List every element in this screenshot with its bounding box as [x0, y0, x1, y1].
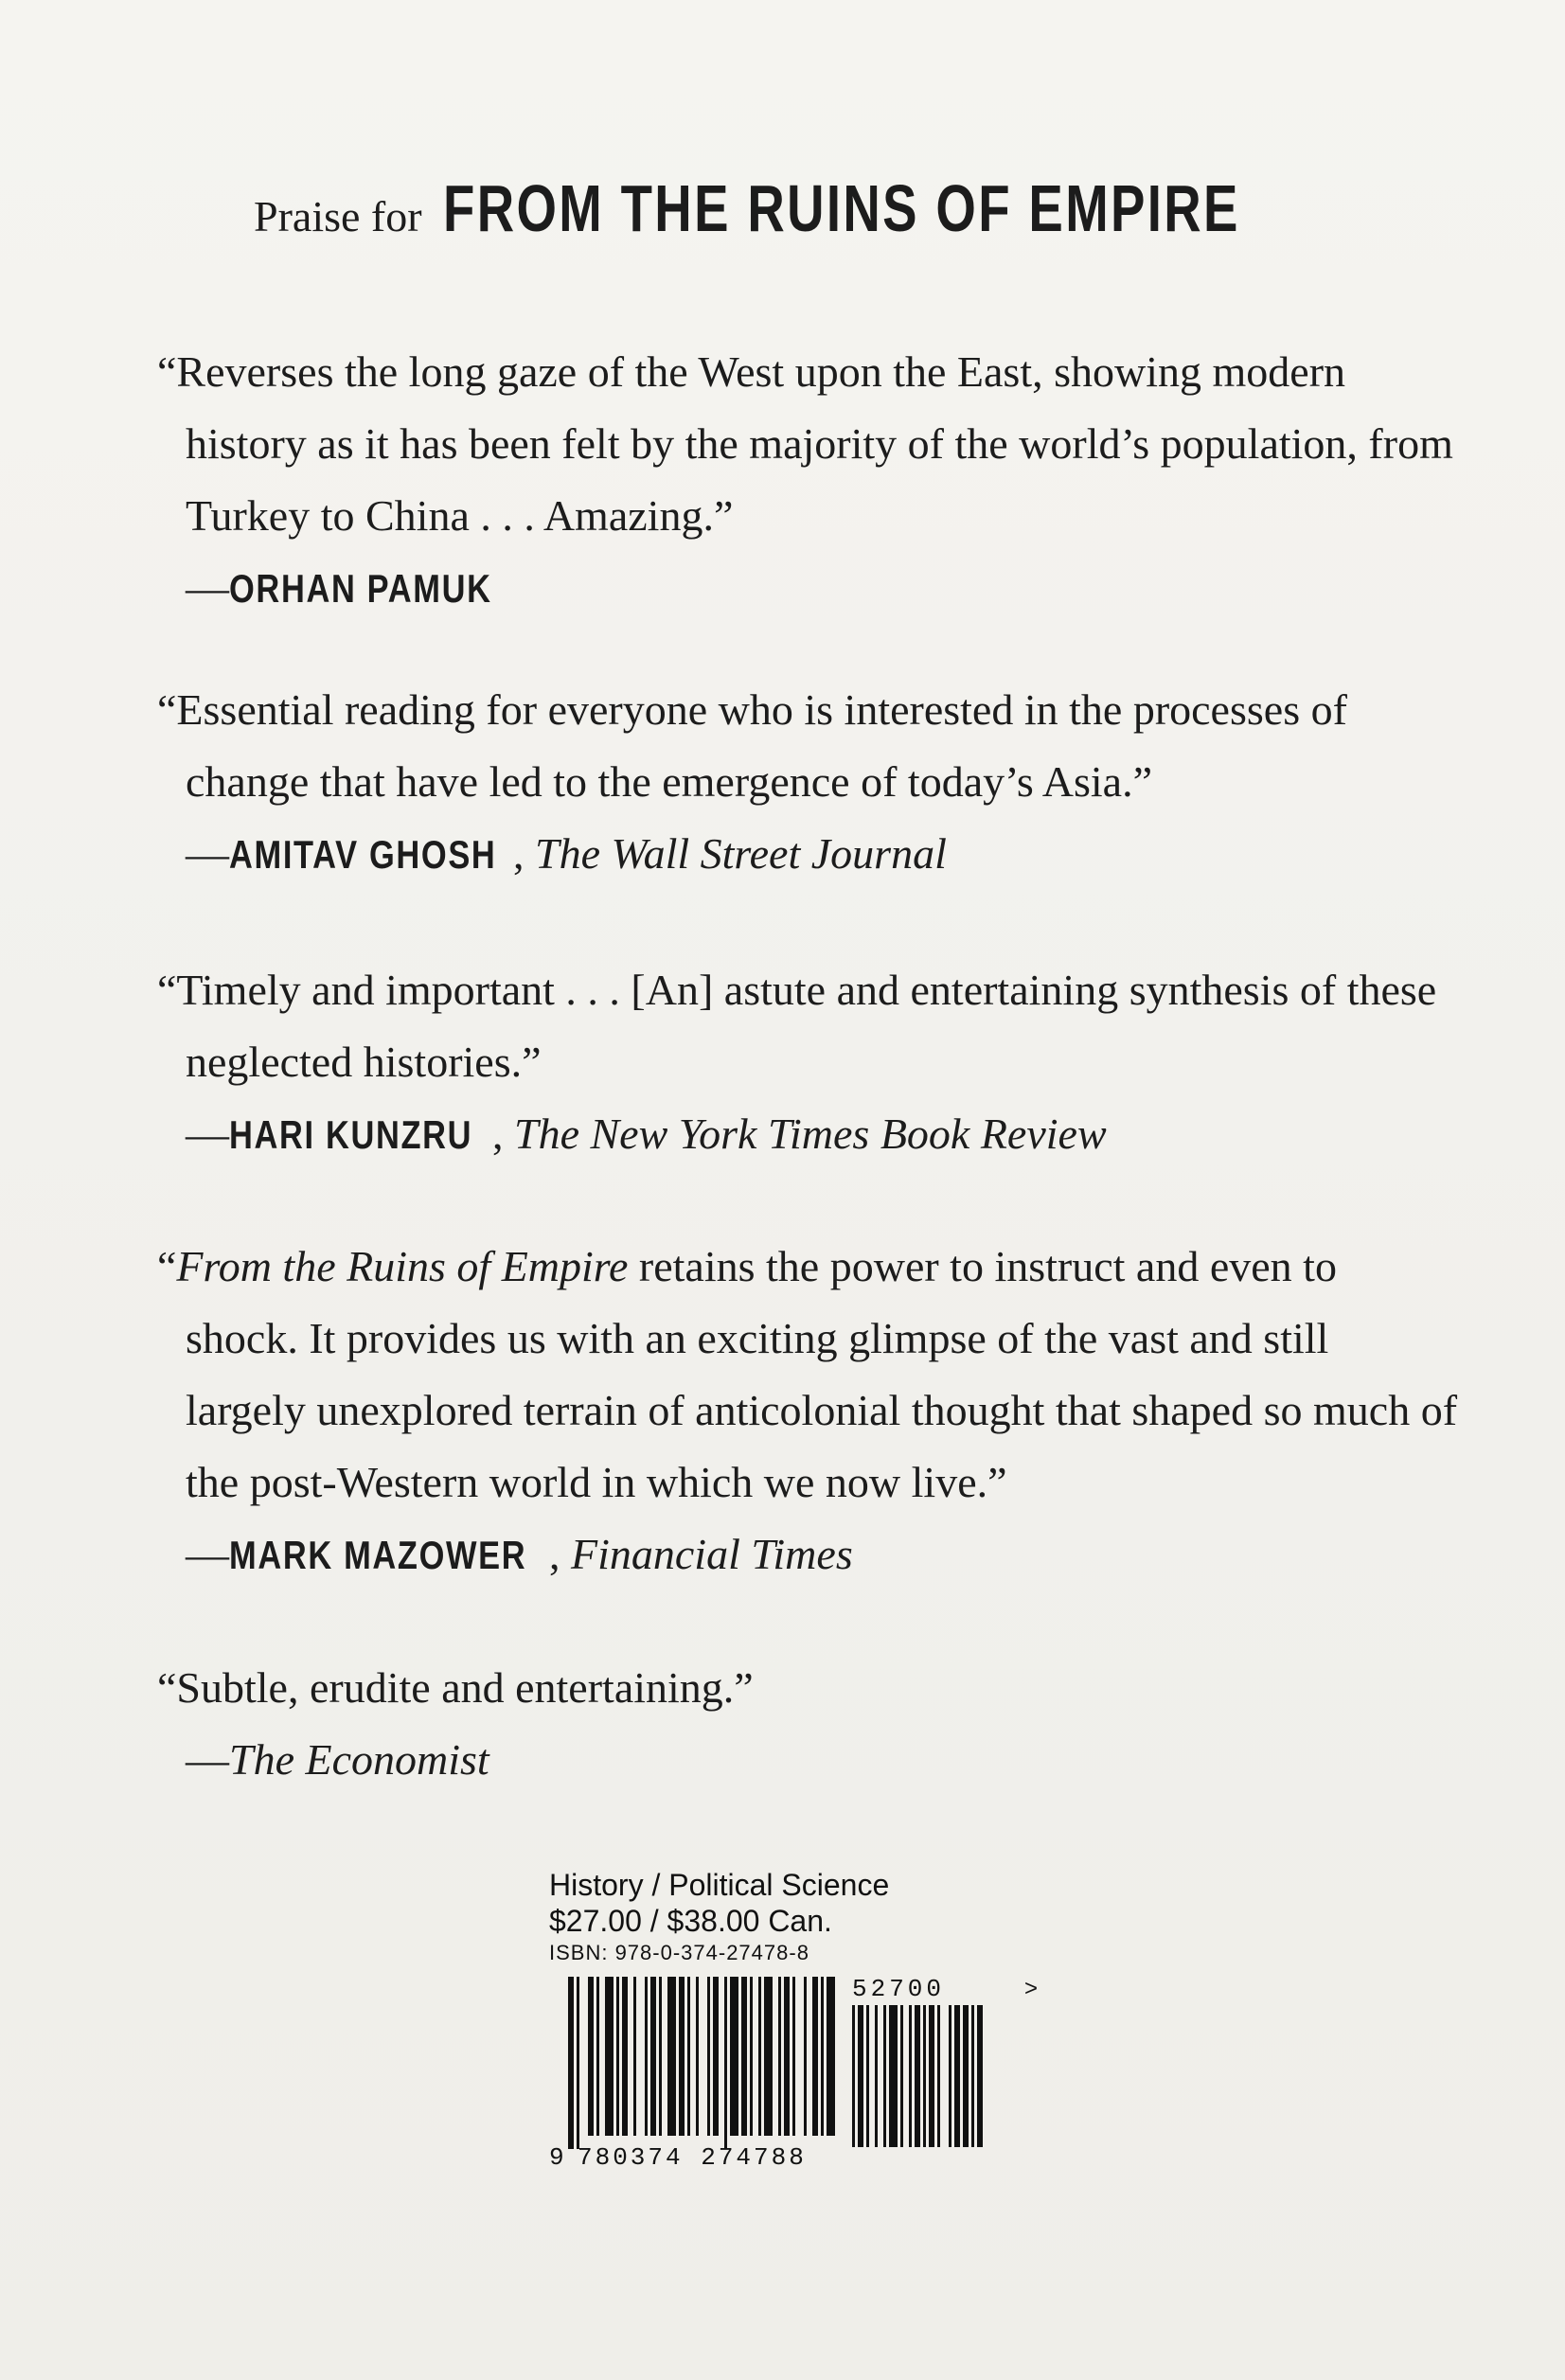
barcode-bar	[713, 1977, 719, 2136]
barcode-bar	[792, 1977, 795, 2136]
barcode-addon-bar	[858, 2005, 863, 2147]
blurb-attribution	[151, 1724, 1458, 1796]
barcode-addon-bar	[852, 2005, 855, 2147]
barcode-addon-bars	[852, 2005, 983, 2147]
barcode-addon-bar	[923, 2005, 926, 2147]
barcode-addon-bar	[900, 2005, 903, 2147]
barcode-addon-bar	[971, 2005, 974, 2147]
attribution-publication: The Economist	[229, 1735, 489, 1784]
barcode-addon-bar	[889, 2005, 898, 2147]
barcode-lead-digit: 9	[549, 2143, 564, 2168]
barcode-bar	[679, 1977, 685, 2136]
barcode-addon-bar	[929, 2005, 934, 2147]
barcode-bar	[764, 1977, 773, 2136]
barcode-addon-bar	[949, 2005, 951, 2147]
blurb-text: “Subtle, erudite and entertaining.”	[157, 1663, 754, 1712]
barcode-block	[549, 1867, 1079, 2168]
attribution-author: HARI KUNZRU	[229, 1112, 473, 1157]
barcode-addon-bar	[963, 2005, 969, 2147]
barcode-addon-bar	[937, 2005, 940, 2147]
attribution-author: MARK MAZOWER	[229, 1533, 527, 1577]
attribution-dash: —	[186, 1110, 229, 1158]
barcode-addon-bar	[866, 2005, 869, 2147]
blurb-text: “Timely and important . . . [An] astute and entertaining synthesis of these neglected histories.”	[157, 966, 1437, 1086]
blurb-book-title: From the Ruins of Empire	[176, 1242, 629, 1290]
barcode-bar	[659, 1977, 662, 2136]
blurb-the-economist	[151, 1652, 1458, 1796]
attribution-publication: The New York Times Book Review	[514, 1110, 1107, 1158]
barcode-bar	[784, 1977, 790, 2136]
isbn-label: ISBN: 978-0-374-27478-8	[549, 1941, 809, 1964]
praise-for-label: Praise for	[254, 192, 422, 240]
barcode-bar	[568, 1977, 574, 2149]
barcode-bar	[707, 1977, 710, 2136]
barcode-bar	[821, 1977, 824, 2136]
barcode-bar	[622, 1977, 628, 2136]
barcode-addon-bar	[954, 2005, 960, 2147]
blurb-mark-mazower	[151, 1231, 1458, 1591]
blurb-text: “From the Ruins of Empire retains the power to instruct and even to shock. It provides us with an exciting glimpse of the vast and still largely unexplored terrain of anticolonial thought that shaped so much of the post-Western world in which we now live.”	[157, 1242, 1458, 1506]
blurb-text: “Reverses the long gaze of the West upon the East, showing modern history as it has been felt by the majority of the world’s population, from Turkey to China . . . Amazing.”	[157, 347, 1453, 540]
barcode-bar	[650, 1977, 656, 2136]
attribution-dash: —	[186, 563, 229, 612]
barcode-bar	[741, 1977, 747, 2136]
attribution-author: ORHAN PAMUK	[229, 566, 492, 611]
barcode-addon-arrow: >	[1024, 1976, 1039, 2001]
barcode-bar	[827, 1977, 835, 2136]
barcode-bar	[605, 1977, 614, 2136]
barcode-bar	[724, 1977, 727, 2149]
blurb-text: “Essential reading for everyone who is interested in the processes of change that have led to the emergence of today’s Asia.”	[157, 685, 1347, 806]
barcode-bar	[596, 1977, 599, 2136]
barcode-bar	[804, 1977, 807, 2136]
attribution-dash: —	[186, 1735, 229, 1784]
barcode-bar	[645, 1977, 648, 2136]
blurb-body: retains the power to instruct and even to shock. It provides us with an exciting glimpse of the vast and still largely unexplored terrain of anticolonial thought that shaped so much of the post-Western world in which we now live.”	[186, 1242, 1458, 1506]
barcode-bar	[577, 1977, 579, 2149]
barcode-bar	[758, 1977, 761, 2136]
praise-heading	[254, 170, 1465, 246]
book-title: FROM THE RUINS OF EMPIRE	[442, 171, 1240, 245]
barcode-addon-bar	[915, 2005, 920, 2147]
attribution-publication: The Wall Street Journal	[535, 829, 947, 878]
attribution-publication: Financial Times	[571, 1530, 853, 1578]
attribution-dash: —	[186, 1530, 229, 1578]
barcode-addon-bar	[977, 2005, 983, 2147]
barcode-bar	[667, 1977, 676, 2136]
barcode-addon-bar	[875, 2005, 878, 2147]
blurb-amitav-ghosh	[151, 674, 1458, 891]
barcode-bar	[750, 1977, 753, 2136]
barcode-main-bars	[568, 1977, 835, 2149]
bisac-category: History / Political Science	[549, 1868, 890, 1902]
barcode-bar	[588, 1977, 594, 2136]
blurb-hari-kunzru	[151, 954, 1458, 1171]
barcode-bar	[616, 1977, 619, 2136]
barcode-bar	[812, 1977, 818, 2136]
barcode-addon-bar	[883, 2005, 886, 2147]
attribution-author: AMITAV GHOSH	[229, 832, 497, 877]
isbn-barcode	[549, 1971, 1060, 2168]
barcode-digits: 780374 274788	[578, 2143, 807, 2168]
barcode-bar	[730, 1977, 738, 2136]
barcode-bar	[633, 1977, 636, 2136]
barcode-bar	[696, 1977, 699, 2136]
blurb-attribution: —MARK MAZOWER , Financial Times	[151, 1519, 1458, 1591]
barcode-bar	[778, 1977, 781, 2136]
barcode-bar	[687, 1977, 690, 2136]
blurb-attribution	[151, 552, 1458, 625]
price-label: $27.00 / $38.00 Can.	[549, 1904, 832, 1938]
attribution-dash: —	[186, 829, 229, 878]
barcode-addon-digits: 52700	[852, 1975, 946, 2003]
blurb-attribution: —HARI KUNZRU , The New York Times Book Review	[151, 1098, 1458, 1171]
blurb-orhan-pamuk	[151, 336, 1458, 625]
barcode-addon-bar	[909, 2005, 912, 2147]
blurb-attribution: —AMITAV GHOSH , The Wall Street Journal	[151, 818, 1458, 891]
